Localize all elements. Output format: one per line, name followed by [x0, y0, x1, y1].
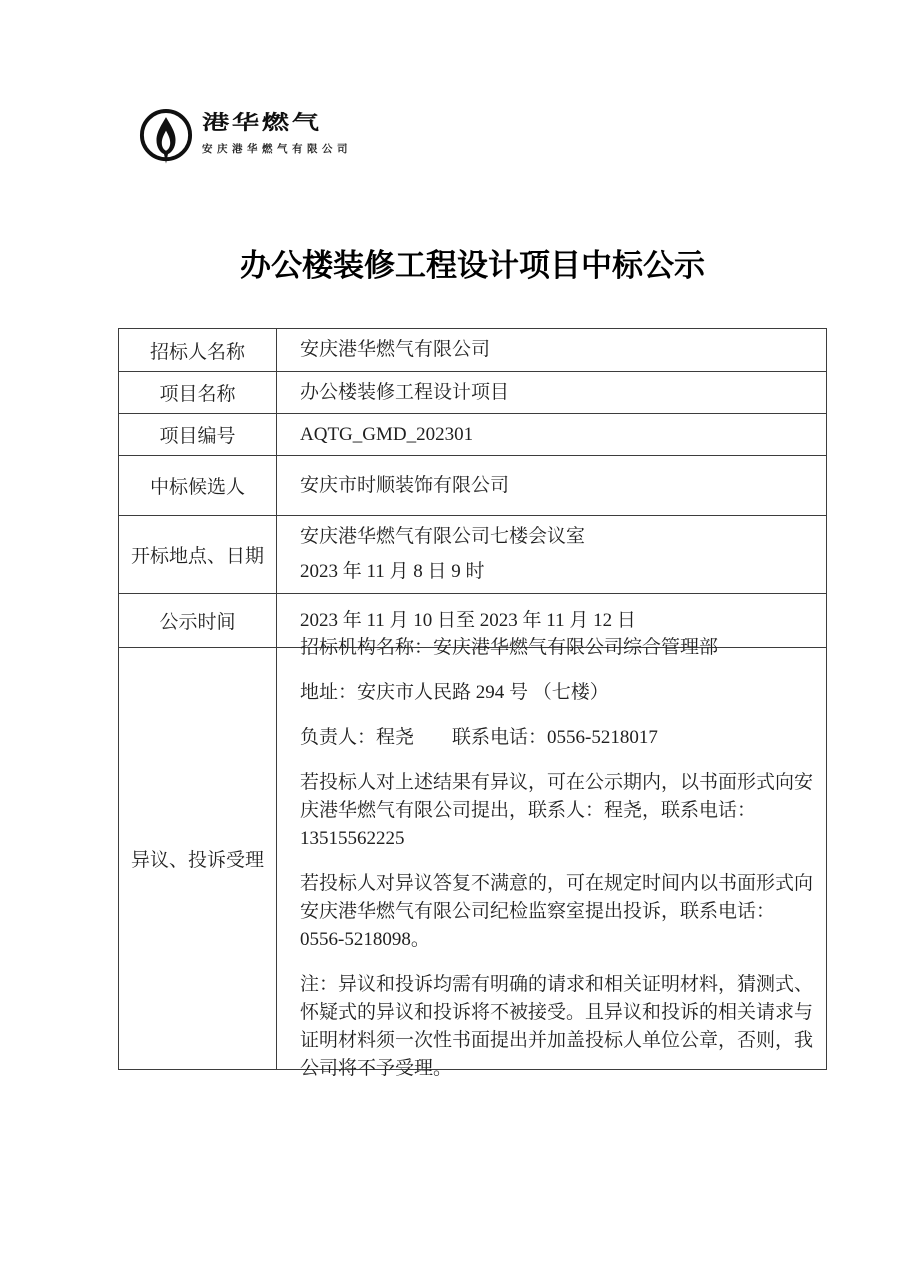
table-row: [119, 637, 826, 1079]
row-value-line: 招标机构名称：安庆港华燃气有限公司综合管理部: [300, 637, 719, 658]
row-label: 招标人名称: [119, 329, 277, 371]
row-value: [277, 516, 826, 593]
row-label: 项目名称: [119, 372, 277, 413]
row-value-line: 负责人：程尧 联系电话：0556-5218017: [300, 727, 658, 748]
announcement-table: [118, 328, 827, 1079]
row-value-line: 注：异议和投诉均需有明确的请求和相关证明材料，猜测式、怀疑式的异议和投诉将不被接受。且异议和投诉的相关请求与证明材料须一次性书面提出并加盖投标人单位公章，否则，我公司将不予受理。: [300, 974, 814, 1079]
gas-flame-icon: [138, 108, 194, 170]
table-row: [119, 371, 826, 413]
row-label: 异议、投诉受理: [119, 648, 277, 1069]
row-value-line: 办公楼装修工程设计项目: [300, 381, 510, 403]
company-logo: [138, 108, 352, 170]
logo-subtitle-text: 安庆港华燃气有限公司: [202, 143, 352, 155]
table-row: [119, 329, 826, 371]
logo-brand-text: 港华燃气: [202, 112, 322, 134]
table-row: [119, 515, 826, 593]
row-value: [277, 372, 826, 413]
row-value-line: 2023 年 11 月 10 日至 2023 年 11 月 12 日: [300, 609, 636, 631]
logo-text-block: [202, 108, 352, 156]
row-value-line: 地址：安庆市人民路 294 号 （七楼）: [300, 682, 609, 703]
row-label: 公示时间: [119, 594, 277, 647]
row-value: [277, 329, 826, 371]
row-value-line: 若投标人对异议答复不满意的，可在规定时间内以书面形式向安庆港华燃气有限公司纪检监察室提出投诉，联系电话：0556-5218098。: [300, 873, 814, 950]
table-row: [119, 413, 826, 455]
row-value: [277, 414, 826, 455]
row-value-line: 安庆市时顺装饰有限公司: [300, 474, 510, 496]
row-label: 项目编号: [119, 414, 277, 455]
document-title: 办公楼装修工程设计项目中标公示: [240, 248, 705, 283]
row-value: [277, 637, 826, 1079]
row-value-line: 2023 年 11 月 8 日 9 时: [300, 561, 485, 582]
row-value-line: AQTG_GMD_202301: [300, 423, 474, 445]
row-label: 开标地点、日期: [119, 516, 277, 593]
row-value-line: 安庆港华燃气有限公司: [300, 339, 491, 360]
row-value: [277, 456, 826, 515]
row-label: 中标候选人: [119, 456, 277, 515]
row-value-line: 若投标人对上述结果有异议，可在公示期内，以书面形式向安庆港华燃气有限公司提出，联系人：程尧，联系电话：13515562225: [300, 772, 814, 849]
row-value-line: 安庆港华燃气有限公司七楼会议室: [300, 526, 586, 547]
table-row: [119, 455, 826, 515]
